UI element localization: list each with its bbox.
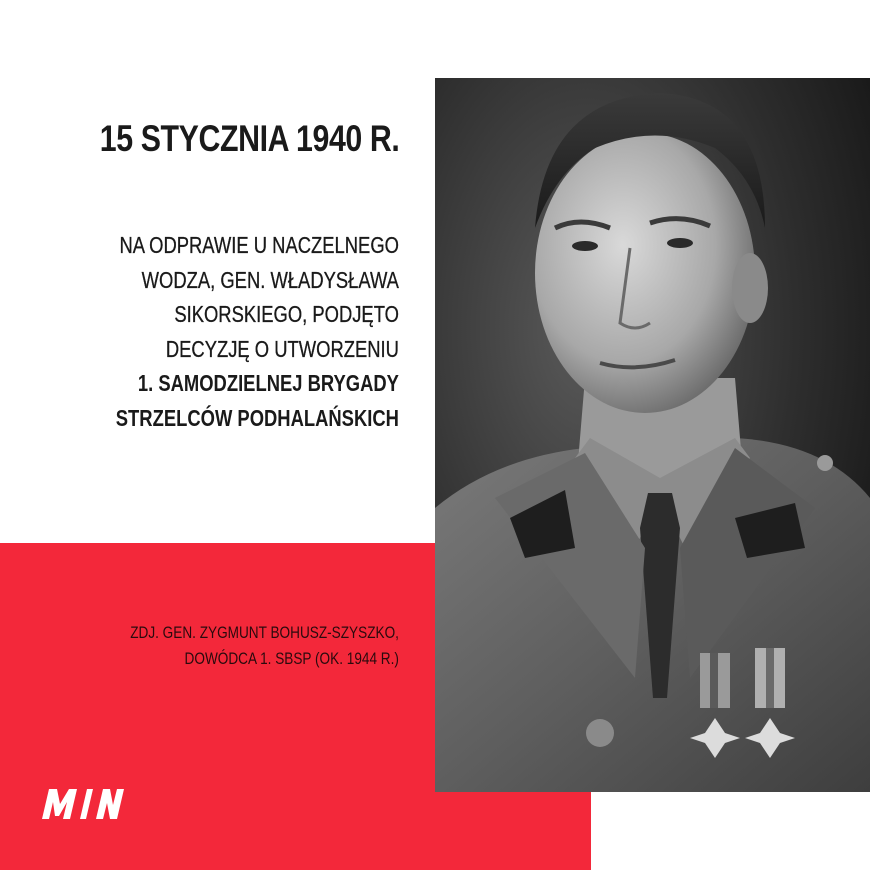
body-line: SIKORSKIEGO, PODJĘTO (174, 301, 399, 327)
ear (732, 253, 768, 323)
min-logo (40, 786, 130, 827)
body-line-bold: STRZELCÓW PODHALAŃSKICH (115, 404, 399, 431)
min-logo-icon (40, 786, 130, 822)
medal-ribbon-stripe (710, 653, 718, 708)
medal-ribbon-stripe (766, 648, 774, 708)
body-line: DECYZJĘ O UTWORZENIU (165, 335, 399, 362)
body-line-bold: 1. SAMODZIELNEJ BRYGADY (137, 370, 399, 396)
caption-line: ZDJ. GEN. ZYGMUNT BOHUSZ-SZYSZKO, (130, 623, 399, 642)
photo-caption (130, 620, 399, 672)
body-text (116, 228, 399, 435)
body-line: WODZA, GEN. WŁADYSŁAWA (141, 266, 399, 293)
body-line: NA ODPRAWIE U NACZELNEGO (119, 232, 400, 258)
face (535, 133, 755, 413)
eye (667, 238, 693, 248)
caption-line: DOWÓDCA 1. SBSP (OK. 1944 R.) (184, 649, 399, 668)
date-heading: 15 STYCZNIA 1940 R. (99, 118, 399, 159)
eye (572, 241, 598, 251)
portrait-photo (435, 78, 870, 792)
button (586, 719, 614, 747)
button (817, 455, 833, 471)
